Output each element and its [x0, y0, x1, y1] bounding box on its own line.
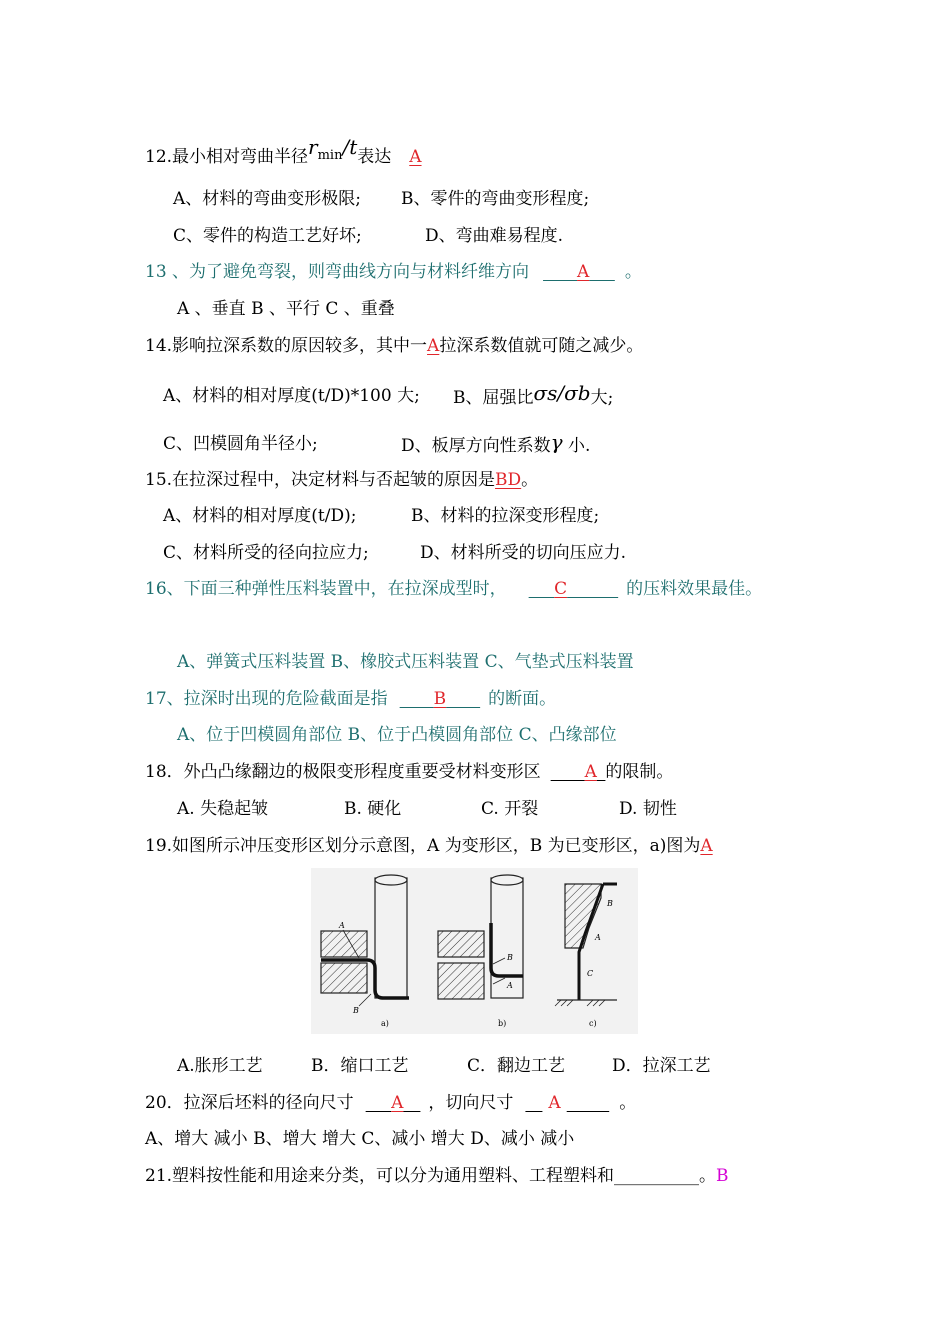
- q15-stem-text: 15.在拉深过程中，决定材料与否起皱的原因是: [145, 470, 496, 490]
- q20-stem-text: 20．拉深后坯料的径向尺寸: [145, 1093, 354, 1113]
- q19-answer: A: [700, 836, 713, 856]
- q14-stem-end: 拉深系数值就可随之减少。: [439, 336, 644, 356]
- fig-label-a-B: B: [353, 1006, 359, 1015]
- q12-math-r: r: [308, 135, 318, 159]
- q21-end: 。: [699, 1166, 717, 1186]
- q20-stem: [145, 1092, 636, 1114]
- q14-answer: A: [427, 336, 440, 356]
- q16-options: A、弹簧式压料装置 B、橡胶式压料装置 C、气垫式压料装置: [177, 652, 634, 672]
- q12-opt-d: D、弯曲难易程度.: [425, 226, 564, 246]
- q15-opt-d: D、材料所受的切向压应力.: [420, 543, 627, 563]
- q18-opt-d: D. 韧性: [619, 799, 677, 819]
- q18-stem: [145, 761, 673, 783]
- q15-stem: [145, 469, 538, 491]
- q15-opt-a: A、材料的相对厚度(t/D);: [163, 506, 357, 526]
- figure-panel-b: [438, 875, 523, 1028]
- stamping-zone-diagram: [311, 868, 638, 1034]
- fig-caption-c: c): [589, 1019, 597, 1028]
- q21-stem: [145, 1165, 729, 1187]
- fig-label-c-B: B: [607, 899, 613, 908]
- q19-stem: [145, 835, 713, 857]
- q13-answer: A: [577, 262, 590, 282]
- q17-answer: B: [433, 689, 447, 709]
- q19-opt-b: B．缩口工艺: [311, 1056, 409, 1076]
- q12-stem: [145, 135, 422, 170]
- q13-stem-text: 13 、为了避免弯裂，则弯曲线方向与材料纤维方向: [145, 262, 530, 282]
- fig-label-a-A: A: [339, 921, 345, 930]
- q12-stem-text: 12.最小相对弯曲半径: [145, 147, 309, 167]
- q19-opt-c: C．翻边工艺: [467, 1056, 566, 1076]
- q18-opt-c: C. 开裂: [481, 799, 539, 819]
- q19-stem-text: 19.如图所示冲压变形区划分示意图，A 为变形区，B 为已变形区，a)图为: [145, 836, 701, 856]
- fig-label-b-B: B: [507, 953, 513, 962]
- q13-end: 。: [624, 262, 642, 282]
- q14-math-gamma: γ: [550, 430, 563, 454]
- q14-opt-c: C、凹模圆角半径小;: [163, 434, 318, 454]
- q15-opt-c: C、材料所受的径向拉应力;: [163, 543, 369, 563]
- q20-answer-tangential: A: [548, 1093, 561, 1113]
- q19-opt-a: A.胀形工艺: [177, 1056, 263, 1076]
- fig-caption-b: b): [498, 1019, 507, 1028]
- q14-opt-d: [401, 430, 591, 457]
- q16-answer: C: [554, 579, 568, 599]
- q17-end: 的断面。: [488, 689, 557, 709]
- q18-stem-text: 18．外凸凸缘翻边的极限变形程度重要受材料变形区: [145, 762, 541, 782]
- q18-opt-b: B. 硬化: [344, 799, 402, 819]
- q21-answer: B: [716, 1166, 729, 1186]
- q15-end: 。: [521, 470, 539, 490]
- q16-end: 的压料效果最佳。: [626, 579, 763, 599]
- fig-label-c-C: C: [587, 969, 594, 978]
- q16-stem-text: 16、下面三种弹性压料装置中，在拉深成型时，: [145, 579, 507, 599]
- q20-options: A、增大 减小 B、增大 增大 C、减小 增大 D、减小 减小: [145, 1129, 575, 1149]
- fig-label-b-A: A: [507, 981, 513, 990]
- figure-panel-c: [555, 884, 617, 1028]
- q15-answer: BD: [495, 470, 522, 490]
- q20-answer-radial: A: [391, 1093, 404, 1113]
- q20-mid: ，切向尺寸: [428, 1093, 514, 1113]
- q20-end: 。: [619, 1093, 637, 1113]
- q14-stem: [145, 335, 643, 357]
- q18-end: 的限制。: [605, 762, 674, 782]
- q18-answer: A: [584, 762, 597, 782]
- q14-math-sigma: σs/σb: [533, 381, 591, 405]
- stamping-zone-figure: [311, 868, 638, 1034]
- q14-opt-d-text: D、板厚方向性系数: [401, 436, 551, 456]
- q12-opt-a: A、材料的弯曲变形极限;: [173, 189, 362, 209]
- q12-math-t: /t: [342, 135, 358, 159]
- q14-opt-b: [453, 381, 614, 409]
- q17-options: A、位于凹模圆角部位 B、位于凸模圆角部位 C、凸缘部位: [177, 725, 617, 745]
- q21-stem-text: 21.塑料按性能和用途来分类，可以分为通用塑料、工程塑料和: [145, 1166, 615, 1186]
- fig-caption-a: a): [381, 1019, 389, 1028]
- q17-stem-text: 17、拉深时出现的危险截面是指: [145, 689, 388, 709]
- q12-opt-c: C、零件的构造工艺好坏;: [173, 226, 362, 246]
- q14-opt-b-text: B、屈强比: [453, 388, 534, 408]
- figure-panel-a: [321, 875, 409, 1028]
- q14-opt-a: A、材料的相对厚度(t/D)*100 大;: [163, 386, 420, 406]
- q14-opt-d-end: 小.: [562, 436, 591, 456]
- fig-label-c-A: A: [595, 933, 601, 942]
- q15-opt-b: B、材料的拉深变形程度;: [411, 506, 600, 526]
- q18-opt-a: A. 失稳起皱: [177, 799, 269, 819]
- q19-opt-d: D．拉深工艺: [612, 1056, 711, 1076]
- q14-stem-text: 14.影响拉深系数的原因较多，其中一: [145, 336, 428, 356]
- q12-opt-b: B、零件的弯曲变形程度;: [401, 189, 590, 209]
- q17-stem: [145, 688, 556, 710]
- q13-options: A 、垂直 B 、平行 C 、重叠: [177, 299, 395, 319]
- q21-blank: __________: [614, 1166, 700, 1186]
- q12-stem-end: 表达: [357, 147, 392, 167]
- q12-math-sub: min: [317, 148, 343, 163]
- q14-opt-b-end: 大;: [590, 388, 614, 408]
- q16-stem: [145, 578, 762, 600]
- q12-answer: A: [409, 147, 422, 167]
- q13-stem: [145, 261, 642, 283]
